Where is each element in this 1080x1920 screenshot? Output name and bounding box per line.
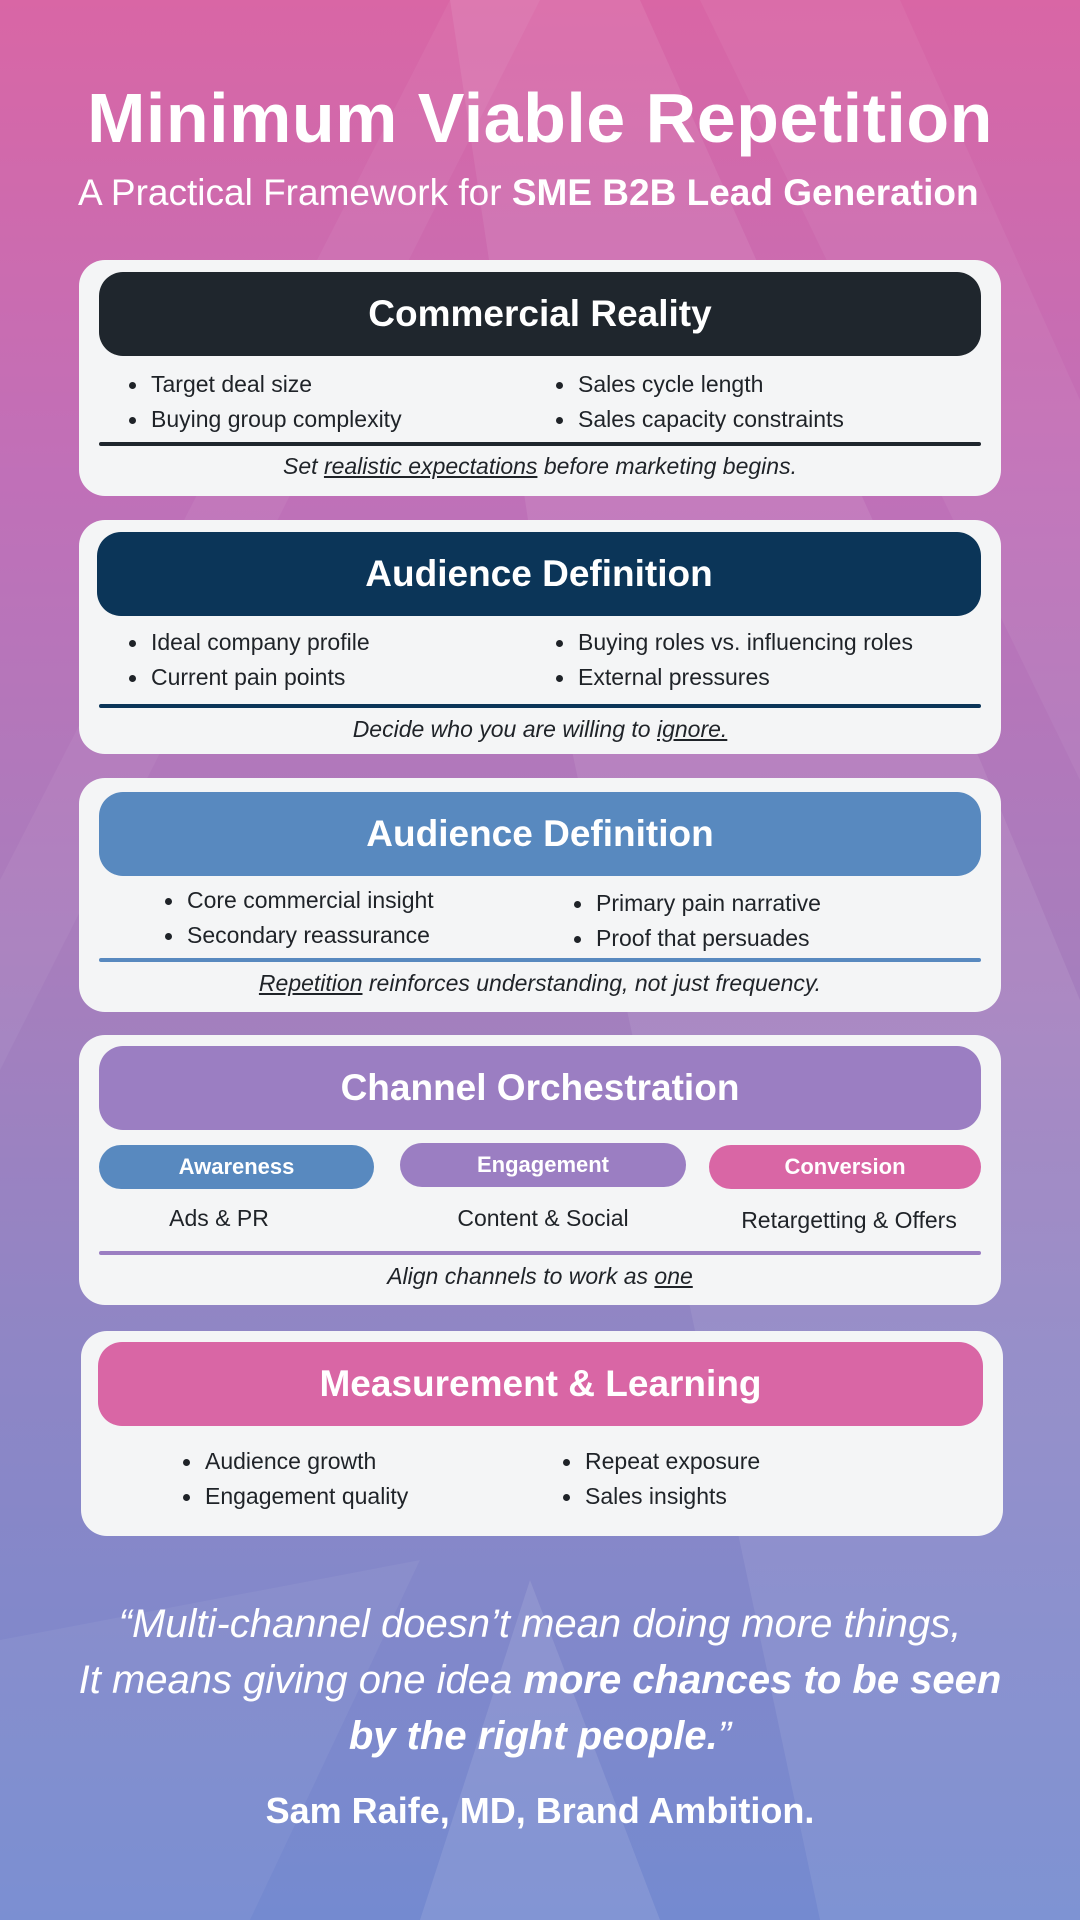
list-item: Proof that persuades bbox=[572, 922, 981, 955]
list-item: Buying group complexity bbox=[127, 403, 554, 436]
list-item: Core commercial insight bbox=[163, 884, 572, 917]
quote: “Multi-channel doesn’t mean doing more things, It means giving one idea more chances to be seen by the right people.” bbox=[78, 1602, 1002, 1758]
divider bbox=[99, 1251, 981, 1255]
list-item: Engagement quality bbox=[181, 1480, 561, 1513]
list-item: Secondary reassurance bbox=[163, 919, 572, 952]
list-item: Ideal company profile bbox=[127, 626, 554, 659]
divider bbox=[99, 958, 981, 962]
list-item: Sales insights bbox=[561, 1480, 983, 1513]
engagement-pill: Engagement bbox=[400, 1143, 686, 1187]
conversion-detail: Retargetting & Offers bbox=[741, 1207, 957, 1233]
list-item: External pressures bbox=[554, 661, 981, 694]
card-tagline: Repetition reinforces understanding, not just frequency. bbox=[258, 970, 822, 996]
awareness-pill: Awareness bbox=[99, 1145, 374, 1189]
divider bbox=[99, 442, 981, 446]
list-item: Current pain points bbox=[127, 661, 554, 694]
quote-author: Sam Raife, MD, Brand Ambition. bbox=[265, 1790, 815, 1831]
engagement-detail: Content & Social bbox=[457, 1205, 629, 1231]
page-title: Minimum Viable Repetition bbox=[87, 79, 993, 157]
card-tagline: Align channels to work as one bbox=[387, 1263, 693, 1289]
list-item: Repeat exposure bbox=[561, 1445, 983, 1478]
card-commercial-reality bbox=[79, 260, 1001, 496]
card-heading: Audience Definition bbox=[97, 532, 981, 616]
card-heading: Measurement & Learning bbox=[98, 1342, 983, 1426]
card-heading: Channel Orchestration bbox=[99, 1046, 981, 1130]
card-tagline: Set realistic expectations before marketing begins. bbox=[283, 453, 797, 479]
list-item: Sales capacity constraints bbox=[554, 403, 981, 436]
card-channel-orchestration bbox=[79, 1035, 1001, 1305]
bullet-list bbox=[181, 1445, 983, 1513]
list-item: Target deal size bbox=[127, 368, 554, 401]
card-measurement-learning bbox=[81, 1331, 1003, 1536]
list-item: Sales cycle length bbox=[554, 368, 981, 401]
list-item: Buying roles vs. influencing roles bbox=[554, 626, 981, 659]
awareness-detail: Ads & PR bbox=[169, 1205, 269, 1231]
page-subtitle: A Practical Framework for SME B2B Lead Generation bbox=[78, 172, 979, 213]
conversion-pill: Conversion bbox=[709, 1145, 981, 1189]
divider bbox=[99, 704, 981, 708]
subtitle-emphasis: SME B2B Lead Generation bbox=[511, 172, 979, 213]
card-message-definition bbox=[79, 778, 1001, 1012]
list-item: Primary pain narrative bbox=[572, 887, 981, 920]
card-tagline: Decide who you are willing to ignore. bbox=[352, 716, 728, 742]
card-heading: Audience Definition bbox=[99, 792, 981, 876]
bullet-list bbox=[127, 368, 981, 436]
channel-row bbox=[99, 1145, 981, 1233]
bullet-list bbox=[127, 626, 981, 694]
card-audience-definition bbox=[79, 520, 1001, 754]
bullet-list bbox=[163, 884, 981, 952]
list-item: Audience growth bbox=[181, 1445, 561, 1478]
card-heading: Commercial Reality bbox=[99, 272, 981, 356]
